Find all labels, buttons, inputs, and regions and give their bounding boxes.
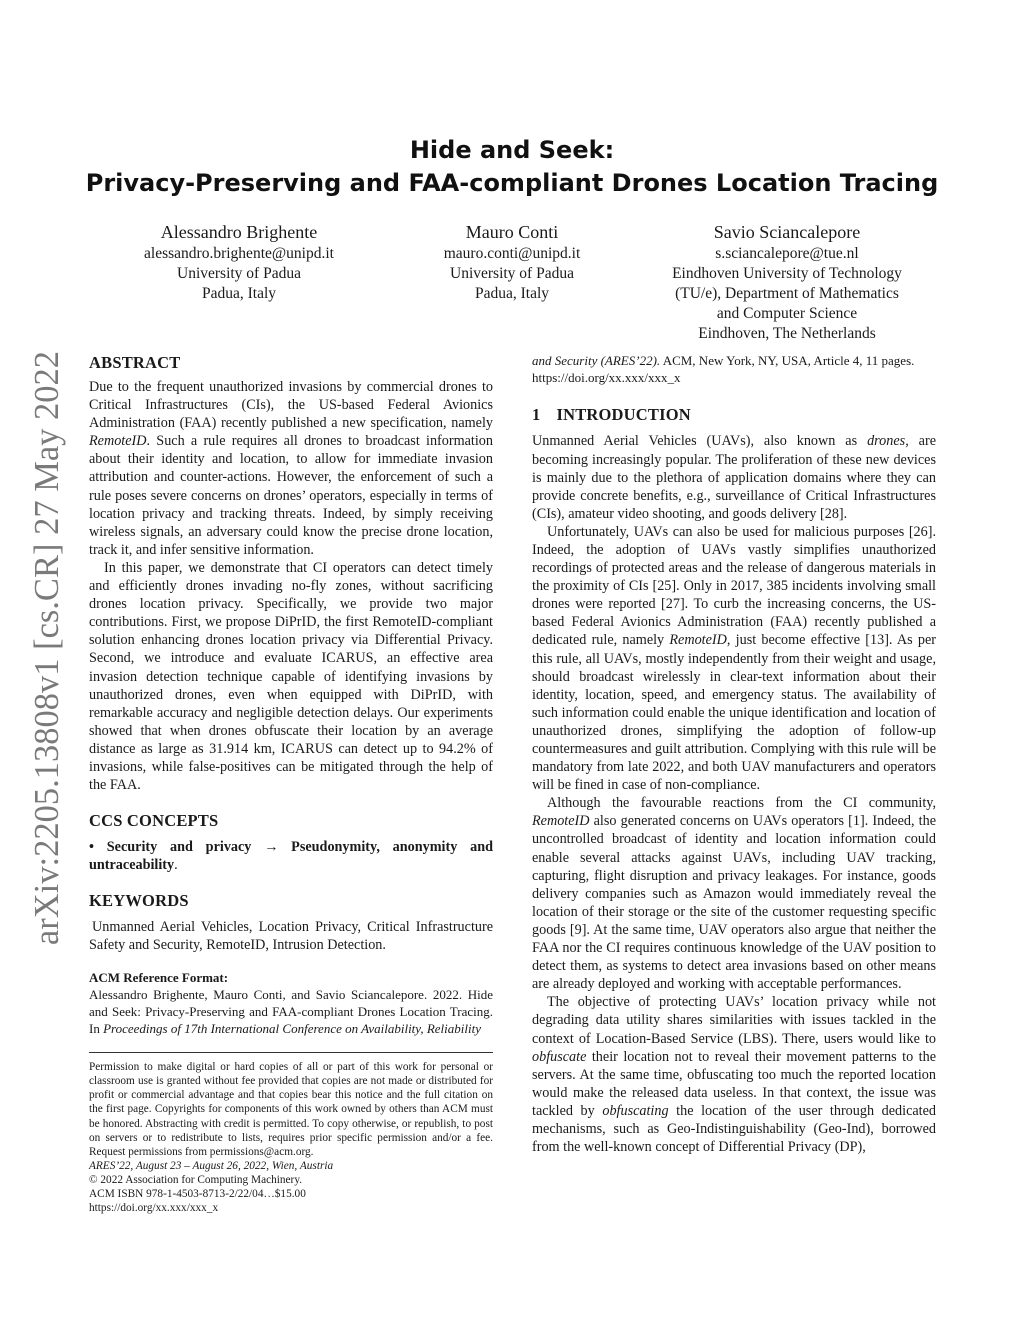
intro-paragraph-4: The objective of protecting UAVs’ location privacy while not degrading data utility shares similarities with issues tackled in the context of Location-Based Service (LBS). There, users would like to obfuscate their location not to reveal their movement patterns to the servers. At the same time, obfuscating too much the reported location would make the released data useless. In that context, the issue was tackled by obfuscating the location of the user through dedicated mechanisms, such as Geo-Indistinguishability (Geo-Ind), borrowed from the well-known concept of Differential Privacy (DP), xyxy=(532,994,937,1156)
author-block xyxy=(108,221,370,304)
author-email[interactable]: s.sciancalepore@tue.nl xyxy=(715,245,859,262)
keywords-heading: KEYWORDS xyxy=(89,891,189,911)
author-block xyxy=(640,221,934,344)
intro-paragraph-2: Unfortunately, UAVs can also be used for malicious purposes [26]. Indeed, the adoption of UAVs vastly simplifies unauthorized recordings of protected areas and the release of dangerous materials in the proximity of CIs [25]. Only in 2017, 385 incidents involving small drones were reported [27]. To curb the increasing concerns, the US-based Federal Avionics Administration (FAA) recently published a dedicated rule, namely RemoteID, just become effective [13]. As per this rule, all UAVs, mostly independently from their weight and usage, should broadcast wirelessly in clear-text information about their identity, location, speed, and emergency status. The availability of such information could enable the unique identification and location of unauthorized drones, simplifying the adoption of follow-up countermeasures and guilt attribution. Complying with this rule will be mandatory from late 2022, and both UAV manufacturers and operators will be fined in case of non-compliance. xyxy=(532,523,936,794)
intro-paragraph-1: Unmanned Aerial Vehicles (UAVs), also known as drones, are becoming increasingly popular. The proliferation of these new devices is mainly due to the plethora of application domains where they can provide concrete benefits, e.g., surveillance of Critical Infrastructures (CIs), amateur video shooting, and goods delivery [28]. xyxy=(532,433,937,522)
acm-reference-continued: and Security (ARES’22). ACM, New York, NY, USA, Article 4, 11 pages. https://doi.org/xx.xxx/xxx_x xyxy=(532,353,915,386)
author-block xyxy=(400,221,624,304)
intro-paragraph-3: Although the favourable reactions from the CI community, RemoteID also generated concerns on UAVs operators [1]. Indeed, the uncontrolled broadcast of identity and location information could enable several attacks against UAVs, including UAV tracking, capturing, flight disruption and privacy leakages. For instance, goods delivery companies such as Amazon would immediately reveal the location of their storage or the site of the customer requesting specific goods [9]. At the same time, UAV operators also argue that neither the FAA nor the CI requires continuous knowledge of the UAV position to detect them, as systems to detect area invasions based on other means are already deployed and working with acceptable performances. xyxy=(532,795,936,993)
paper-title xyxy=(60,134,964,200)
introduction-heading xyxy=(532,404,936,426)
author-location: Padua, Italy xyxy=(201,285,277,302)
author-location: Eindhoven, The Netherlands xyxy=(698,325,876,342)
arxiv-id: arXiv:2205.13808v1 [cs.CR] 27 May 2022 xyxy=(28,350,66,946)
title-line-2: Privacy-Preserving and FAA-compliant Drones Location Tracing xyxy=(85,169,939,197)
copyright-line: © 2022 Association for Computing Machinery. xyxy=(89,1173,303,1186)
ccs-concepts: • Security and privacy → Pseudonymity, anonymity and untraceability. xyxy=(89,839,493,874)
author-department: (TU/e), Department of Mathematics xyxy=(675,285,899,302)
doi-link[interactable]: https://doi.org/xx.xxx/xxx_x xyxy=(89,1202,219,1215)
keywords-text: Unmanned Aerial Vehicles, Location Privacy, Critical Infrastructure Safety and Security, RemoteID, Intrusion Detection. xyxy=(89,919,493,954)
abstract-heading: ABSTRACT xyxy=(89,353,181,372)
acm-reference-text: Alessandro Brighente, Mauro Conti, and Savio Sciancalepore. 2022. Hide and Seek: Privacy-Preserving and FAA-compliant Drones Location Tracing. In Proceedings of 17th International Conference on Availability, Reliability xyxy=(89,986,493,1036)
author-name: Alessandro Brighente xyxy=(160,222,318,242)
author-affiliation: University of Padua xyxy=(450,265,574,282)
author-affiliation: University of Padua xyxy=(177,265,301,282)
author-location: Padua, Italy xyxy=(474,285,550,302)
author-email[interactable]: mauro.conti@unipd.it xyxy=(443,245,581,262)
abstract-paragraph-2: In this paper, we demonstrate that CI operators can detect timely and efficiently drones invading no-fly zones, without sacrificing drones location privacy. Specifically, we provide two major contributions. First, we propose DiPrID, the first RemoteID-compliant solution enhancing drones location privacy via Differential Privacy. Second, we introduce and evaluate ICARUS, an effective area invasion detection technique capable of identifying invasions by unauthorized drones, even when equipped with DiPrID, with remarkable accuracy and negligible detection delays. Our experiments showed that when drones obfuscate their location by an average distance as large as 31.914 km, ICARUS can detect up to 94.2% of invasions, while false-positives can be mitigated through the help of the FAA. xyxy=(89,559,493,794)
permission-notice xyxy=(89,1060,493,1215)
section-title: INTRODUCTION xyxy=(556,405,691,425)
author-affiliation: Eindhoven University of Technology xyxy=(672,265,902,282)
ccs-heading: CCS CONCEPTS xyxy=(89,811,219,831)
author-name: Mauro Conti xyxy=(465,222,559,242)
title-line-1: Hide and Seek: xyxy=(409,136,615,164)
isbn-line: ACM ISBN 978-1-4503-8713-2/22/04…$15.00 xyxy=(89,1187,306,1200)
acm-reference-heading: ACM Reference Format: xyxy=(89,969,229,985)
left-column xyxy=(89,352,493,1215)
footnote-divider xyxy=(89,1052,493,1053)
author-department-cont: and Computer Science xyxy=(716,305,858,322)
right-column xyxy=(532,352,936,1156)
venue-line: ARES’22, August 23 – August 26, 2022, Wien, Austria xyxy=(89,1159,334,1172)
author-email[interactable]: alessandro.brighente@unipd.it xyxy=(144,245,334,262)
abstract-paragraph-1: Due to the frequent unauthorized invasions by commercial drones to Critical Infrastructures (CIs), the US-based Federal Avionics Administration (FAA) recently published a new specification, namely RemoteID. Such a rule requires all drones to broadcast information about their identity and location, to allow for immediate invasion attribution and counter-actions. However, the enforcement of such a rule poses severe concerns on drones’ operators, especially in terms of location privacy and tracking threats. Indeed, by simply receiving wireless signals, an adversary could know the precise drone location, track it, and infer sensitive information. xyxy=(89,379,493,558)
permission-text: Permission to make digital or hard copies of all or part of this work for personal or classroom use is granted without fee provided that copies are not made or distributed for profit or commercial advantage and that copies bear this notice and the full citation on the first page. Copyrights for components of this work owned by others than ACM must be honored. Abstracting with credit is permitted. To copy otherwise, or republish, to post on servers or to redistribute to lists, requires prior specific permission and/or a fee. Request permissions from permissions@acm.org. xyxy=(89,1061,493,1158)
section-number: 1 xyxy=(532,405,541,425)
author-name: Savio Sciancalepore xyxy=(713,222,861,242)
